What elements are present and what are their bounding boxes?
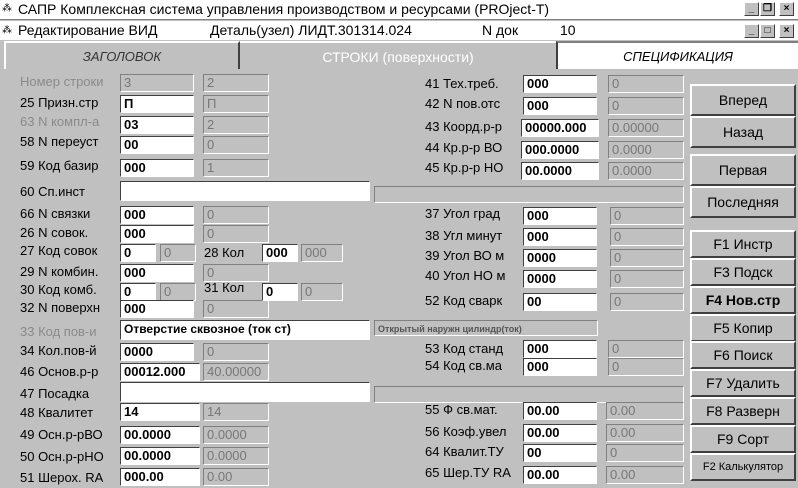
tab-lines[interactable]: СТРОКИ (поверхности) xyxy=(240,41,556,69)
field-44[interactable]: 000.0000 xyxy=(521,141,599,159)
f1-tool-button[interactable]: F1 Инстр xyxy=(690,230,796,258)
ndoc-value: 10 xyxy=(560,22,576,38)
field-34-prev: 0 xyxy=(203,343,269,361)
label-38: 38 Угл минут xyxy=(425,228,503,243)
tab-header[interactable]: ЗАГОЛОВОК xyxy=(4,41,240,69)
field-25-prev: П xyxy=(203,95,269,113)
field-53[interactable]: 000 xyxy=(523,340,597,358)
label-50: 50 Осн.р-рНО xyxy=(20,449,104,464)
tab-strip xyxy=(4,41,798,69)
label-28: 28 Кол xyxy=(204,245,245,260)
field-55-prev: 0.00 xyxy=(606,402,684,420)
f9-sort-button[interactable]: F9 Сорт xyxy=(690,425,796,453)
field-53-prev: 0 xyxy=(608,340,684,358)
field-28[interactable]: 000 xyxy=(262,244,298,262)
field-33[interactable]: Отверстие сквозное (ток ст) xyxy=(120,320,370,340)
field-48-prev: 14 xyxy=(203,403,269,421)
restore-icon[interactable]: ❐ xyxy=(760,2,775,16)
field-41[interactable]: 000 xyxy=(523,75,597,93)
field-40-prev: 0 xyxy=(610,270,684,288)
field-27[interactable]: 0 xyxy=(120,244,156,262)
label-32: 32 N поверхн xyxy=(20,300,101,315)
first-button[interactable]: Первая xyxy=(690,154,796,186)
detail-label: Деталь(узел) ЛИДТ.301314.024 xyxy=(210,22,412,38)
field-37-prev: 0 xyxy=(610,207,684,225)
field-65[interactable]: 00.00 xyxy=(523,466,597,484)
label-64: 64 Квалит.ТУ xyxy=(425,444,504,459)
close-icon[interactable]: × xyxy=(779,2,794,16)
field-42[interactable]: 000 xyxy=(523,97,597,115)
field-66-prev: 0 xyxy=(203,206,269,224)
field-64-prev: 0 xyxy=(606,444,684,462)
field-40[interactable]: 0000 xyxy=(523,270,597,288)
field-46-prev: 40.00000 xyxy=(203,363,269,381)
field-27-prev: 0 xyxy=(160,244,196,262)
f2-calculator-button[interactable]: F2 Калькулятор xyxy=(690,453,796,481)
label-40: 40 Угол НО м xyxy=(425,268,506,283)
field-31[interactable]: 0 xyxy=(262,283,298,301)
f4-new-line-button[interactable]: F4 Нов.стр xyxy=(690,286,796,314)
label-43: 43 Коорд.р-р xyxy=(425,119,503,134)
field-26-prev: 0 xyxy=(203,225,269,243)
field-28-prev: 000 xyxy=(301,244,343,262)
label-42: 42 N пов.отс xyxy=(425,96,501,111)
field-51-prev: 0.00 xyxy=(203,468,269,486)
field-30-prev: 0 xyxy=(160,283,196,301)
field-42-prev: 0 xyxy=(608,97,684,115)
field-63-prev: 2 xyxy=(203,116,269,134)
field-line-number-prev: 2 xyxy=(203,74,269,92)
field-55[interactable]: 00.00 xyxy=(523,402,597,420)
label-63: 63 N компл-а xyxy=(20,114,100,129)
field-59[interactable]: 000 xyxy=(120,159,194,177)
field-34[interactable]: 0000 xyxy=(120,343,194,361)
field-59-prev: 1 xyxy=(203,159,269,177)
field-66[interactable]: 000 xyxy=(120,206,194,224)
label-58: 58 N переуст xyxy=(20,134,99,149)
field-44-prev: 0.0000 xyxy=(608,141,684,159)
child-close-icon[interactable]: × xyxy=(779,24,794,38)
label-45: 45 Кр.р-р НО xyxy=(425,160,504,175)
label-66: 66 N связки xyxy=(20,206,91,221)
field-38[interactable]: 000 xyxy=(523,228,597,246)
field-58[interactable]: 00 xyxy=(120,136,194,154)
label-53: 53 Код станд xyxy=(425,341,504,356)
f8-expand-button[interactable]: F8 Разверн xyxy=(690,397,796,425)
label-30: 30 Код комб. xyxy=(20,282,97,297)
field-33-prev: Открытый наружн цилиндр(ток) xyxy=(374,320,598,336)
field-29[interactable]: 000 xyxy=(120,264,194,282)
field-32[interactable]: 000 xyxy=(120,300,194,318)
field-49-prev: 0.0000 xyxy=(203,426,269,444)
field-32-prev: 0 xyxy=(203,300,269,318)
label-56: 56 Коэф.увел xyxy=(425,424,507,439)
field-54-prev: 0 xyxy=(608,358,684,376)
label-51: 51 Шерох. RA xyxy=(20,470,104,485)
f3-hint-button[interactable]: F3 Подск xyxy=(690,258,796,286)
field-58-prev: 0 xyxy=(203,136,269,154)
label-29: 29 N комбин. xyxy=(20,264,99,279)
field-30[interactable]: 0 xyxy=(120,283,156,301)
field-56-prev: 0.00 xyxy=(606,424,684,442)
label-34: 34 Кол.пов-й xyxy=(20,343,97,358)
field-41-prev: 0 xyxy=(608,75,684,93)
field-46[interactable]: 00012.000 xyxy=(120,363,200,381)
child-restore-icon[interactable]: □ xyxy=(760,24,775,38)
label-line-number: Номер строки xyxy=(20,74,104,89)
field-43-prev: 0.00000 xyxy=(608,119,684,137)
field-29-prev: 0 xyxy=(203,264,269,282)
label-39: 39 Угол ВО м xyxy=(425,248,505,263)
field-56[interactable]: 00.00 xyxy=(523,424,597,442)
field-39-prev: 0 xyxy=(610,249,684,267)
child-window-title: Редактирование ВИД xyxy=(18,22,158,38)
prev-button[interactable]: Назад xyxy=(690,116,796,148)
label-54: 54 Код св.ма xyxy=(425,358,502,373)
label-52: 52 Код сварк xyxy=(425,293,503,308)
field-49[interactable]: 00.0000 xyxy=(120,426,200,444)
field-38-prev: 0 xyxy=(610,228,684,246)
f5-copy-button[interactable]: F5 Копир xyxy=(690,314,796,342)
label-65: 65 Шер.ТУ RA xyxy=(425,465,511,480)
field-37[interactable]: 000 xyxy=(523,207,597,225)
field-47-prev xyxy=(374,386,684,403)
f7-delete-button[interactable]: F7 Удалить xyxy=(690,369,796,397)
next-button[interactable]: Вперед xyxy=(690,84,796,116)
field-47[interactable] xyxy=(120,382,370,402)
field-51[interactable]: 000.00 xyxy=(120,468,200,486)
f6-search-button[interactable]: F6 Поиск xyxy=(690,341,796,369)
app-title-bar xyxy=(0,0,798,20)
label-44: 44 Кр.р-р ВО xyxy=(425,140,503,155)
field-60-prev xyxy=(374,186,684,203)
label-46: 46 Основ.р-р xyxy=(20,364,99,379)
field-26[interactable]: 000 xyxy=(120,225,194,243)
label-33: 33 Код пов-и xyxy=(20,324,97,339)
ndoc-label: N док xyxy=(482,22,519,38)
label-26: 26 N совок. xyxy=(20,225,89,240)
field-65-prev: 0.00 xyxy=(606,466,684,484)
minimize-icon[interactable]: _ xyxy=(744,2,759,16)
field-52-prev: 0 xyxy=(610,293,684,311)
label-48: 48 Квалитет xyxy=(20,405,94,420)
child-window-bar xyxy=(0,21,798,40)
tab-specification[interactable]: СПЕЦИФИКАЦИЯ xyxy=(556,41,798,69)
label-49: 49 Осн.р-рВО xyxy=(20,427,103,442)
last-button[interactable]: Последняя xyxy=(690,186,796,218)
field-45-prev: 0.0000 xyxy=(608,162,684,180)
label-25: 25 Призн.стр xyxy=(20,95,99,110)
label-31: 31 Кол xyxy=(204,280,245,295)
label-59: 59 Код базир xyxy=(20,158,99,173)
label-41: 41 Тех.треб. xyxy=(425,76,499,91)
label-47: 47 Посадка xyxy=(20,386,90,401)
field-60[interactable] xyxy=(120,181,370,201)
field-50-prev: 0.0000 xyxy=(203,447,269,465)
field-52[interactable]: 00 xyxy=(523,293,597,311)
field-54[interactable]: 000 xyxy=(523,358,597,376)
label-55: 55 Ф св.мат. xyxy=(425,402,498,417)
field-line-number: 3 xyxy=(120,74,194,92)
field-48[interactable]: 14 xyxy=(120,403,200,421)
label-27: 27 Код совок xyxy=(20,243,98,258)
label-37: 37 Угол град xyxy=(425,206,501,221)
field-31-prev: 0 xyxy=(301,283,343,301)
child-system-menu-icon[interactable]: ⁂ xyxy=(2,25,12,36)
field-64[interactable]: 00 xyxy=(523,444,597,462)
field-25[interactable]: П xyxy=(120,95,194,113)
field-50[interactable]: 00.0000 xyxy=(120,447,200,465)
field-43[interactable]: 00000.000 xyxy=(521,119,599,137)
label-60: 60 Сп.инст xyxy=(20,184,86,199)
system-menu-icon[interactable]: ⁂ xyxy=(2,3,12,14)
field-39[interactable]: 0000 xyxy=(523,249,597,267)
field-63[interactable]: 03 xyxy=(120,116,194,134)
field-45[interactable]: 00.0000 xyxy=(521,162,599,180)
app-title: САПР Комплексная система управления производством и ресурсами (PROject-T) xyxy=(18,1,550,17)
child-minimize-icon[interactable]: _ xyxy=(744,24,759,38)
